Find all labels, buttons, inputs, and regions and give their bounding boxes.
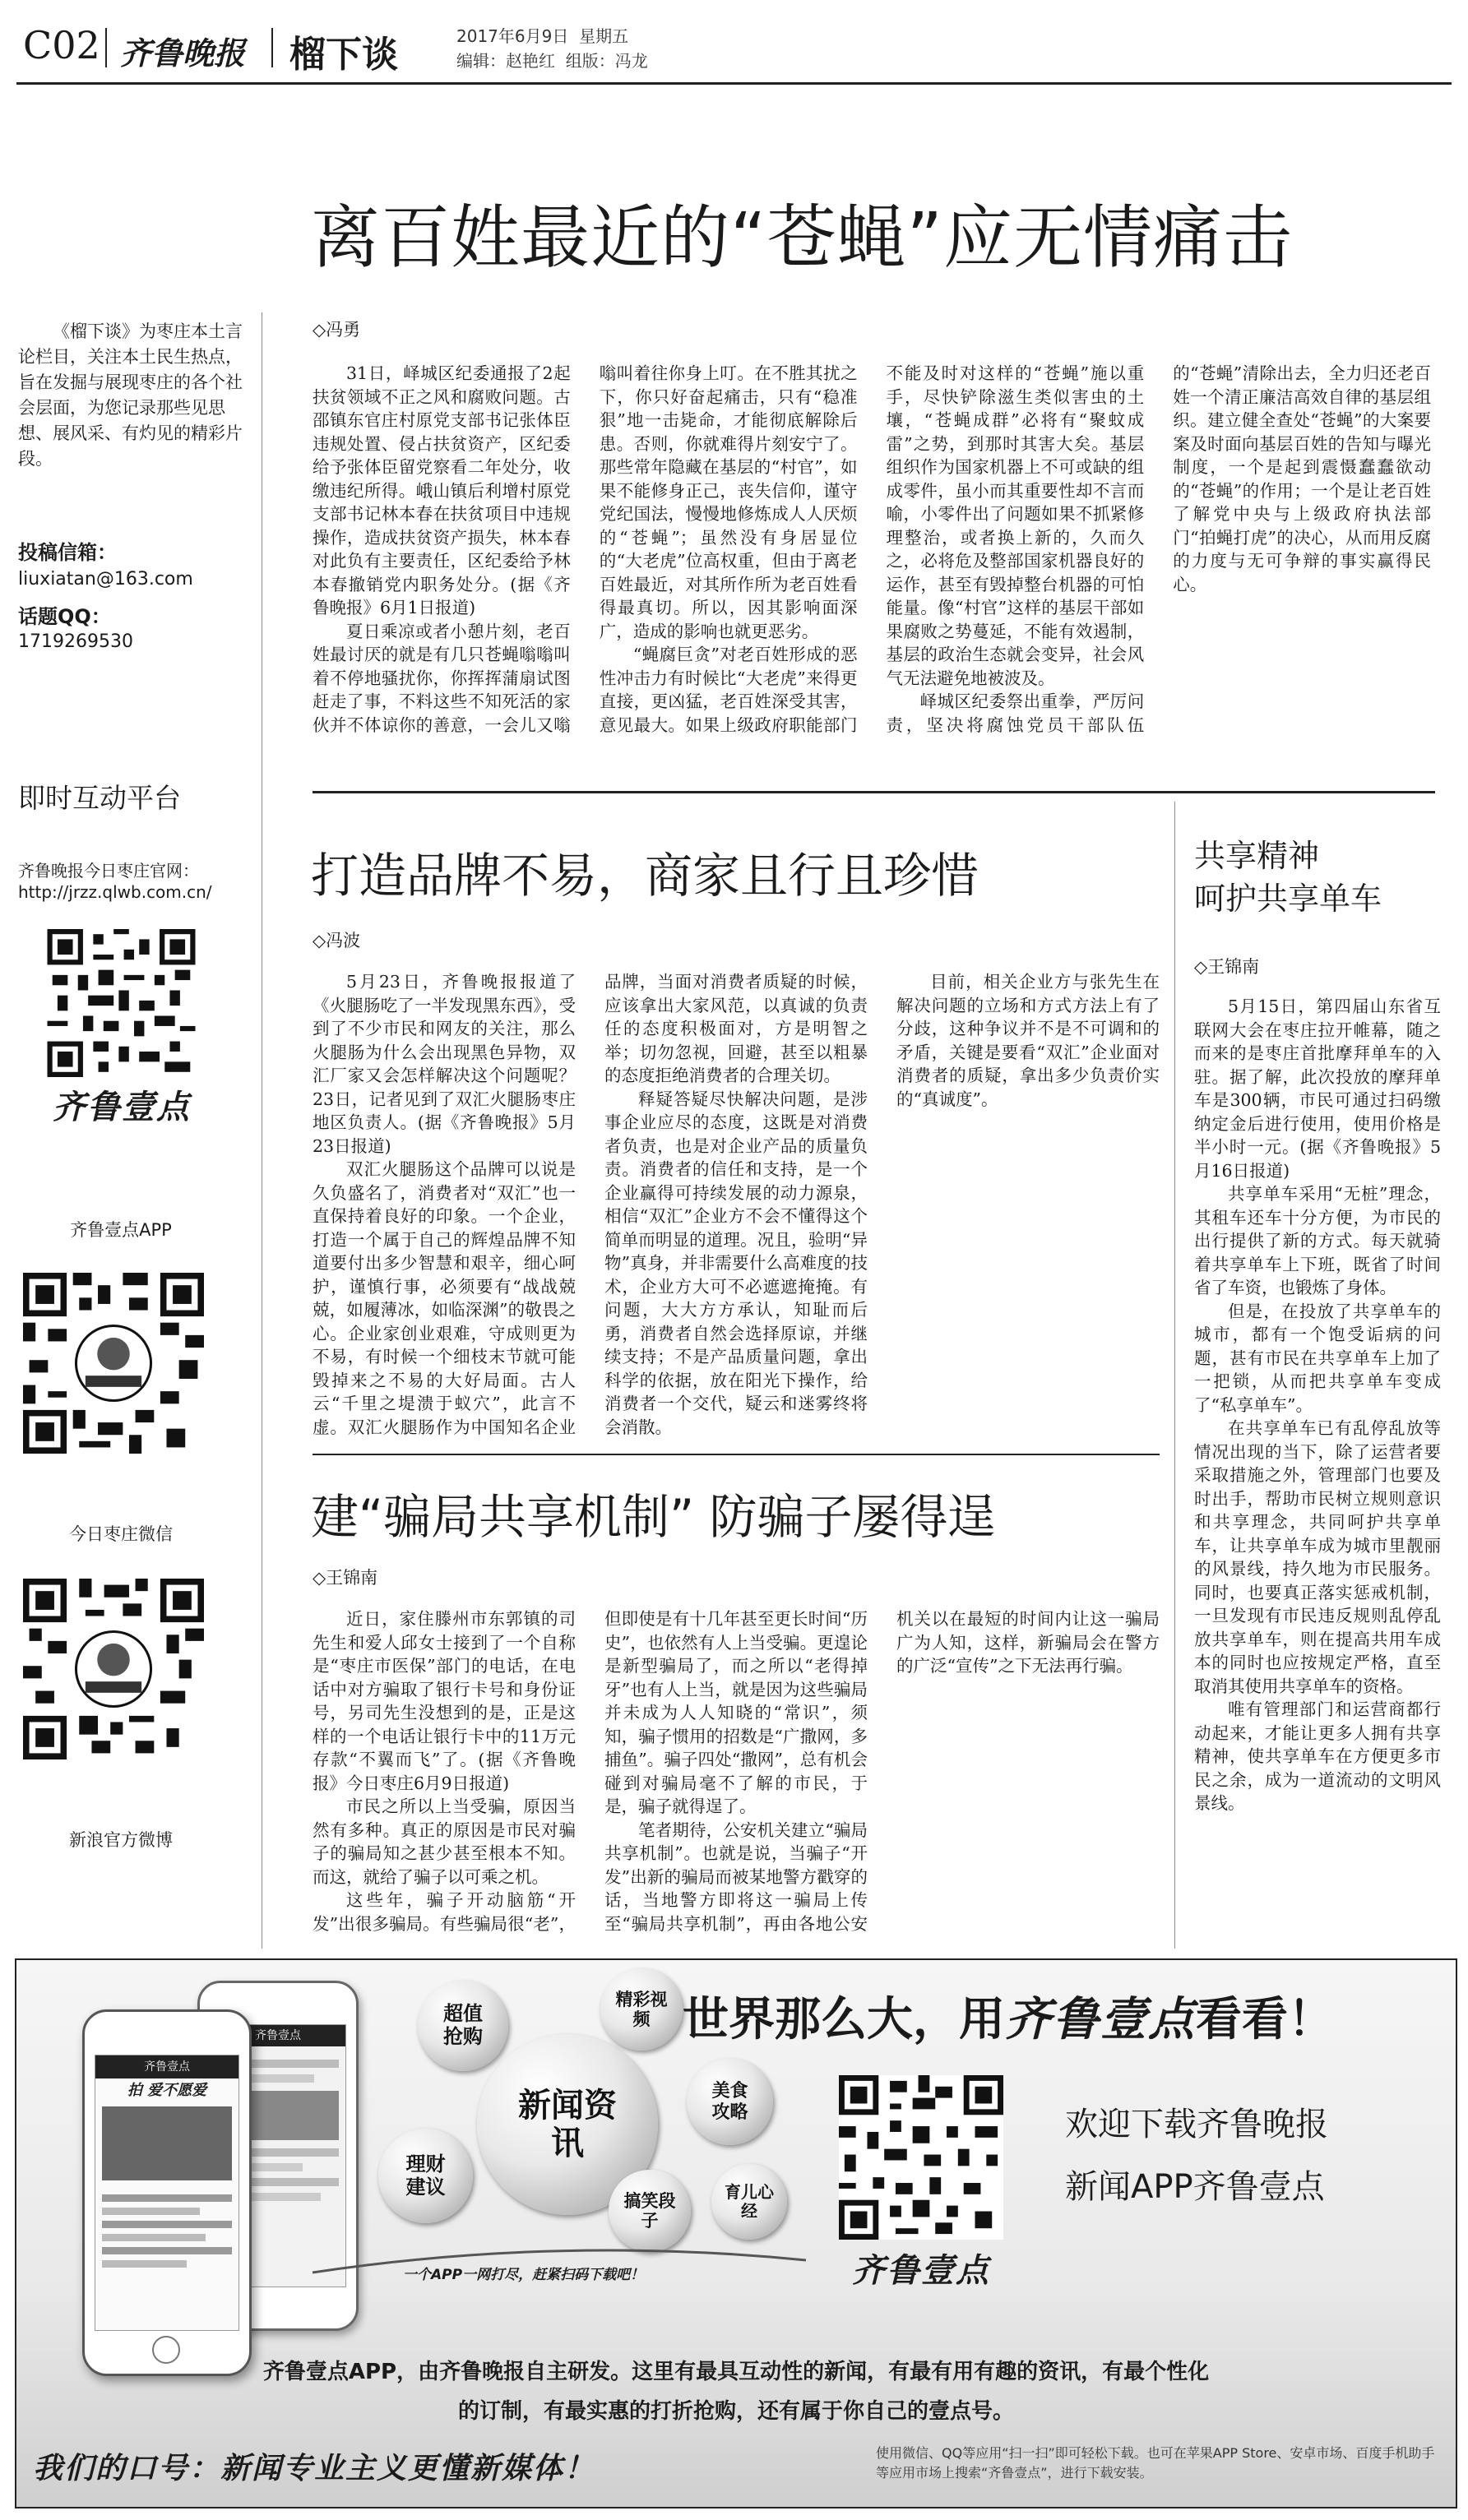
qr-code-app[interactable]: [33, 929, 210, 1077]
article-byline: ◇冯波: [313, 931, 361, 950]
submit-label: 投稿信箱：: [18, 541, 117, 564]
site-label: 齐鲁晚报今日枣庄官网：: [18, 861, 199, 881]
ad-download-line2: 新闻APP齐鲁壹点: [1065, 2168, 1325, 2206]
article-byline: ◇王锦南: [1194, 957, 1260, 977]
bubble-food: 美食攻略: [687, 2059, 773, 2145]
article-title: 建“骗局共享机制” 防骗子屡得逞: [311, 1489, 996, 1545]
qq-label: 话题QQ：: [18, 605, 111, 628]
article-paragraph: 峄城区纪委祭出重拳，严厉问责，坚决将腐蚀党员干部队伍的“苍蝇”清除出去，全力归还老百姓一个清正廉洁高效自律的基层组织。建立健全查处“苍蝇”的大案要案及时面向基层百姓的告知与曝光制度，一个是起到震慑蠢蠢欲动的“苍蝇”的作用；一个是让老百姓了解党中央与上级政府执法部门“拍蝇打虎”的决心，从而用反腐的力度与无可争辩的事实赢得民心。: [886, 363, 1431, 735]
bubble-parenting: 育儿心经: [711, 2164, 787, 2240]
article-paragraph: 双汇火腿肠这个品牌可以说是久负盛名了，消费者对“双汇”也一直保持着良好的印象。一个企业，打造一个属于自己的辉煌品牌不知道要付出多少智慧和艰辛，细心呵护，谨慎行事，必须要有“战战兢兢，如履薄冰，如临深渊”的敬畏之心。企业家创业艰难，守成则更为不易，有时候一个细枝末节就可能毁掉来之不易的大好局面。古人云“千里之堤溃于蚁穴”，此言不虚。双汇火腿肠作为中国知名企业品牌，当面对消费者质疑的时候，应该拿出大家风范，以真诚的负责任的态度积极面对，方是明智之举；切勿忽视，回避，甚至以粗暴的态度拒绝消费者的合理关切。: [313, 972, 868, 1437]
article-paragraph: 共享单车采用“无桩”理念，其租车还车十分方便，为市民的出行提供了新的方式。每天就骑着共享单车上下班，既省了时间省了车资，也锻炼了身体。: [1194, 1184, 1441, 1297]
article-title-line1: 共享精神: [1194, 838, 1320, 874]
phone-header: 齐鲁壹点: [211, 2025, 345, 2046]
article-paragraph: 唯有管理部门和运营商都行动起来，才能让更多人拥有共享精神，使共享单车在方便更多市民之余，成为一道流动的文明风景线。: [1194, 1699, 1441, 1813]
bubble-finance: 理财建议: [378, 2129, 473, 2223]
article-body: [313, 970, 1160, 1439]
article-body: [1194, 995, 1441, 1924]
bubble-deals: 超值抢购: [418, 1981, 508, 2071]
qr-pattern: [822, 2075, 1020, 2240]
qr-code-weibo[interactable]: [23, 1579, 204, 1759]
phone-screen: [95, 2055, 239, 2331]
header-divider-2: [271, 28, 273, 67]
ad-small-slogan: 一个APP一网打尽，赶紧扫码下载吧！: [403, 2267, 645, 2283]
article-title: 离百姓最近的“苍蝇”应无情痛击: [311, 197, 1294, 278]
article-paragraph: 但是，在投放了共享单车的城市，都有一个饱受诟病的问题，甚有市民在共享单车上加了一把锁，从而把共享单车变成了“私享单车”。: [1194, 1301, 1441, 1415]
section-rule: [313, 791, 1435, 793]
ad-description-line1: 齐鲁壹点APP，由齐鲁晚报自主研发。这里有最具互动性的新闻，有最有用有趣的资讯，有最个性化: [262, 2360, 1210, 2384]
qr-wechat-caption: 今日枣庄微信: [69, 1524, 173, 1544]
article-paragraph: 笔者期待，公安机关建立“骗局共享机制”。也就是说，当骗子“开发”出新的骗局而被某地警方戳穿的话，当地警方即将这一骗局上传至“骗局共享机制”，再由各地公安机关以在最短的时间内让这一骗局广为人知，这样，新骗局会在警方的广泛“宣传”之下无法再行骗。: [604, 1609, 1160, 1934]
layout-text: 组版：冯龙: [565, 51, 648, 71]
article-paragraph: 近日，家住滕州市东郭镇的司先生和爱人邱女士接到了一个自称是“枣庄市医保”部门的电话，在电话中对方骗取了银行卡号和身份证号，另司先生没想到的是，正是这样的一个电话让银行卡中的11万元存款“不翼而飞”了。(据《齐鲁晚报》今日枣庄6月9日报道): [313, 1609, 576, 1793]
submit-email[interactable]: liuxiatan@163.com: [18, 569, 193, 590]
article-title-line2: 呵护共享单车: [1194, 881, 1382, 917]
ad-footer-note: 使用微信、QQ等应用“扫一扫”即可轻松下载。也可在苹果APP Store、安卓市场、百度手机助手等应用市场上搜索“齐鲁壹点”，进行下载安装。: [876, 2445, 1435, 2481]
qr-pattern: [23, 1273, 204, 1454]
article-paragraph: 31日，峄城区纪委通报了2起扶贫领域不正之风和腐败问题。古邵镇东官庄村原党支部书记张体臣违规处置、侵占扶贫资产，区纪委给予张体臣留党察看二年处分，收缴违纪所得。峨山镇后利增村原党支部书记林本春在扶贫项目中违规操作，造成扶贫资产损失，林本春对此负有主要责任，区纪委给予林本春撤销党内职务处分。(据《齐鲁晚报》6月1日报道): [313, 363, 571, 617]
ad-headline-brand: 齐鲁壹点: [1005, 1993, 1196, 2046]
article-title: 打造品牌不易，商家且行且珍惜: [311, 848, 979, 904]
article-paragraph: 5月15日，第四届山东省互联网大会在枣庄拉开帷幕，随之而来的是枣庄首批摩拜单车的入驻。据了解，此次投放的摩拜单车是300辆，市民可通过扫码缴纳定金后进行使用，使用价格是半小时一元。(据《齐鲁晚报》5月16日报道): [1194, 996, 1441, 1181]
app-advertisement: [15, 1958, 1457, 2508]
column-divider: [1174, 802, 1175, 1949]
ad-description-line2: 的订制，有最实惠的打折抢购，还有属于你自己的壹点号。: [457, 2399, 1014, 2424]
bubble-news: 新闻资讯: [477, 2034, 658, 2215]
article-paragraph: 市民之所以上当受骗，原因当然有多种。真正的原因是市民对骗子的骗局知之甚少甚至根本不知。而这，就给了骗子以可乘之机。: [313, 1796, 576, 1887]
issue-date: [456, 23, 628, 47]
header-divider: [105, 28, 107, 67]
phone-mockup-front: [82, 2009, 252, 2376]
qr-app-caption: 齐鲁壹点APP: [70, 1220, 172, 1240]
ad-qr-brand: 齐鲁壹点: [852, 2252, 990, 2290]
article-paragraph: 释疑答疑尽快解决问题，是涉事企业应尽的态度，这既是对消费者负责，也是对企业产品的质量负责。消费者的信任和支持，是一个企业赢得可持续发展的动力源泉，相信“双汇”企业方不会不懂得这个简单而明显的道理。况且，验明“异物”真身，并非需要什么高难度的技术，企业方大可不必遮遮掩掩。有问题，大大方方承认，知耻而后勇，消费者自然会选择原谅，并继续支持；不是产品质量问题，拿出科学的依据，放在阳光下操作，给消费者一个交代，疑云和迷雾终将会消散。: [604, 1089, 868, 1437]
article-paragraph: “蝇腐巨贪”对老百姓形成的恶性冲击力有时候比“大老虎”来得更直接，更凶猛，老百姓深受其害，意见最大。如果上级政府职能部门不能及时对这样的“苍蝇”施以重手，尽快铲除滋生类似害虫的土壤，“苍蝇成群”必将有“聚蚊成雷”之势，到那时其害大矣。基层组织作为国家机器上不可或缺的组成零件，虽小而其重要性却不言而喻，小零件出了问题如果不抓紧修理整治，或者换上新的，久而久之，必将危及整部国家机器良好的运作，甚至有毁掉整台机器的可怕能量。像“村官”这样的基层干部如果腐败之势蔓延，不能有效遏制，基层的政治生态就会变异，社会风气无法避免地被波及。: [599, 363, 1145, 735]
qr-pattern: [33, 929, 210, 1077]
editor-info: [456, 48, 648, 72]
section-name: 榴下谈: [289, 34, 398, 76]
swoosh-decoration: [313, 2240, 822, 2289]
article-byline: ◇冯勇: [313, 320, 361, 340]
weekday-text: 星期五: [579, 26, 629, 46]
qr-pattern: [23, 1579, 204, 1759]
article-paragraph: 在共享单车已有乱停乱放等情况出现的当下，除了运营者要采取措施之外，管理部门也要及时出手，帮助市民树立规则意识和共享理念，共同呵护共享单车，让共享单车成为城市里靓丽的风景线，持久地为市民服务。同时，也要真正落实惩戒机制，一旦发现有市民违反规则乱停乱放共享单车，则在提高共用车成本的同时也应按规定严格，直至取消其使用共享单车的资格。: [1194, 1418, 1441, 1696]
article-paragraph: 夏日乘凉或者小憩片刻，老百姓最讨厌的就是有几只苍蝇嗡嗡叫着不停地骚扰你，你挥挥蒲扇试图赶走了事，不料这些不知死活的家伙并不体谅你的善意，一会儿又嗡嗡叫着往你身上叮。在不胜其扰之下，你只好奋起痛击，只有“稳准狠”地一击毙命，才能彻底解除后患。否则，你就难得片刻安宁了。那些常年隐藏在基层的“村官”，如果不能修身正己，丧失信仰，谨守党纪国法，慢慢地修炼成人人厌烦的“苍蝇”；虽然没有身居显位的“大老虎”位高权重，但由于离老百姓最近，对其所作所为老百姓看得最真切。所以，因其影响面深广，造成的影响也就更恶劣。: [313, 363, 858, 735]
header-rule: [16, 82, 1452, 85]
article-body: [313, 362, 1431, 756]
article-paragraph: 目前，相关企业方与张先生在解决问题的立场和方式方法上有了分歧，这种争议并不是不可调和的矛盾，关键是要看“双汇”企业面对消费者的质疑，拿出多少负责价实的“真诚度”。: [896, 972, 1160, 1109]
ad-headline: [683, 1983, 1334, 2049]
qr-app-brand: 齐鲁壹点: [53, 1089, 191, 1126]
section-rule: [313, 1454, 1160, 1455]
qr-weibo-caption: 新浪官方微博: [69, 1830, 173, 1850]
article-paragraph: 这些年，骗子开动脑筋“开发”出很多骗局。有些骗局很“老”，但即使是有十几年甚至更长时间“历史”，也依然有人上当受骗。更遑论是新型骗局了，而之所以“老得掉牙”也有人上当，就是因为这些骗局并未成为人人知晓的“常识”，须知，骗子惯用的招数是“广撒网，多捕鱼”。骗子四处“撒网”，总有机会碰到对骗局毫不了解的市民，于是，骗子就得逞了。: [313, 1609, 868, 1934]
qr-code-wechat[interactable]: [23, 1273, 204, 1454]
page-code: C02: [23, 23, 100, 67]
site-url[interactable]: http://jrzz.qlwb.com.cn/: [18, 882, 212, 902]
date-text: 2017年6月9日: [456, 26, 569, 46]
phone-banner: 拍 爱不愿爱: [127, 2082, 207, 2099]
article-body: [313, 1607, 1160, 1936]
paper-name: 齐鲁晚报: [120, 35, 246, 72]
qq-number: 1719269530: [18, 631, 133, 652]
bubble-video: 精彩视频: [600, 1968, 683, 2051]
ad-download-line1: 欢迎下载齐鲁晚报: [1065, 2106, 1328, 2143]
ad-headline-prefix: 世界那么大，用: [683, 1993, 1005, 2046]
swoosh-line: [313, 2250, 806, 2273]
ad-qr-code[interactable]: [822, 2075, 1020, 2240]
article-byline: ◇王锦南: [313, 1568, 378, 1588]
phone-header: 齐鲁壹点: [95, 2055, 238, 2078]
bubble-jokes: 搞笑段子: [609, 2170, 691, 2252]
column-intro: 《榴下谈》为枣庄本土言论栏目，关注本土民生热点，旨在发掘与展现枣庄的各个社会层面，为您记录那些见思想、展风采、有灼见的精彩片段。: [18, 321, 243, 469]
ad-motto: 我们的口号：新闻专业主义更懂新媒体！: [33, 2452, 596, 2485]
ad-headline-suffix: 看看！: [1196, 1993, 1334, 2046]
platform-title: 即时互动平台: [18, 782, 181, 814]
editor-text: 编辑：赵艳红: [456, 51, 555, 71]
article-paragraph: 5月23日，齐鲁晚报报道了《火腿肠吃了一半发现黑东西》，受到了不少市民和网友的关注，那么火腿肠为什么会出现黑色异物，双汇厂家又会怎样解决这个问题呢？23日，记者见到了双汇火腿肠枣庄地区负责人。(据《齐鲁晚报》5月23日报道): [313, 972, 576, 1156]
